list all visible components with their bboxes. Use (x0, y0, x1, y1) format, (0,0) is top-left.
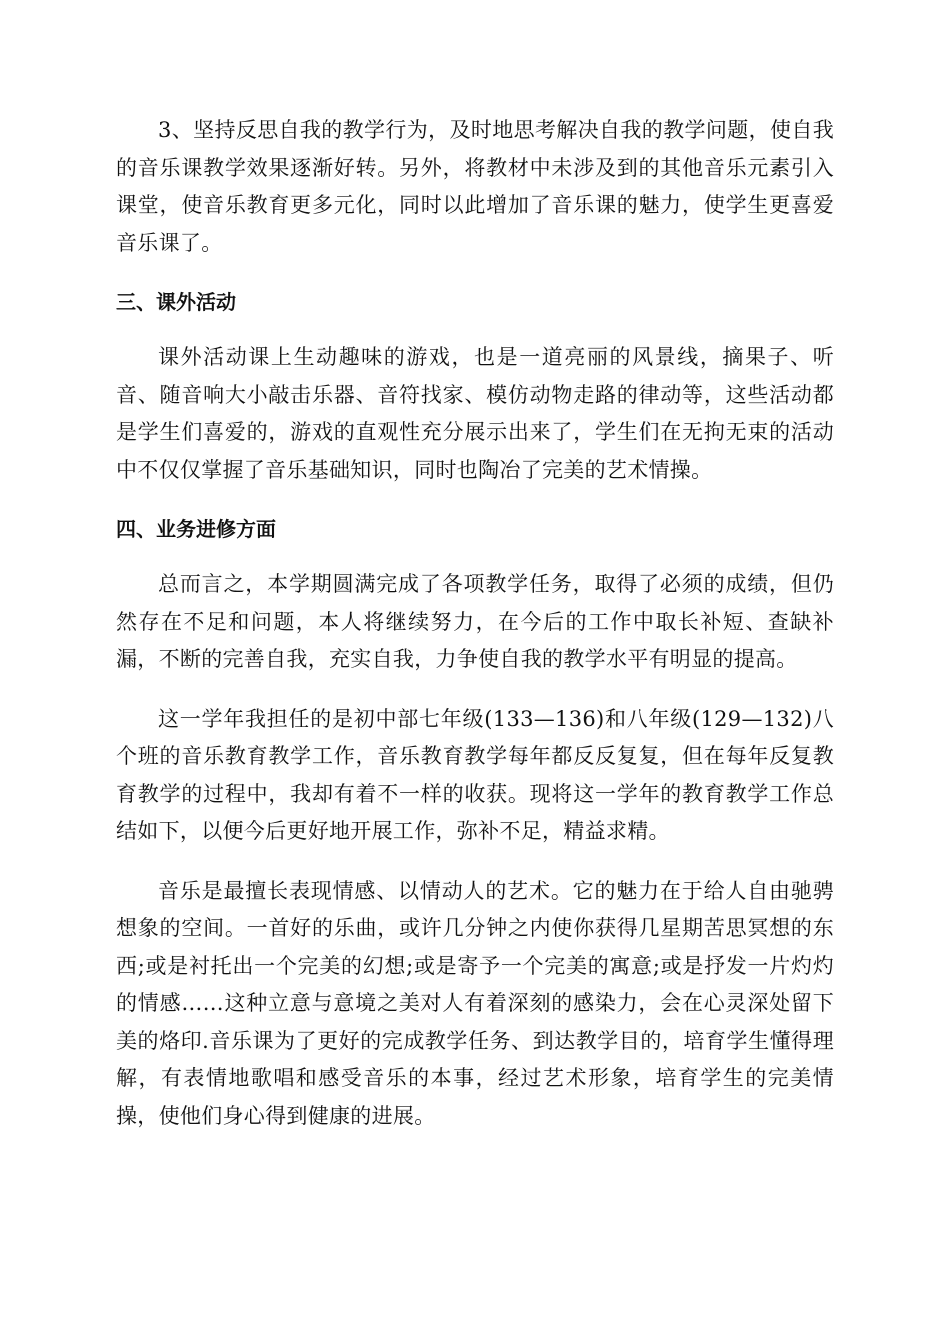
document-page (116, 112, 834, 1135)
paragraph-summary: 总而言之，本学期圆满完成了各项教学任务，取得了必须的成绩，但仍然存在不足和问题，本人将继续努力，在今后的工作中取长补短、查缺补漏，不断的完善自我，充实自我，力争使自我的教学水平有明显的提高。 (116, 572, 834, 671)
section-heading-professional-development: 四、业务进修方面 (116, 517, 276, 541)
paragraph-reflection: 3、坚持反思自我的教学行为，及时地思考解决自我的教学问题，使自我的音乐课教学效果逐渐好转。另外，将教材中未涉及到的其他音乐元素引入课堂，使音乐教育更多元化，同时以此增加了音乐课的魅力，使学生更喜爱音乐课了。 (116, 118, 834, 255)
section-heading-extracurricular: 三、课外活动 (116, 290, 236, 314)
paragraph-extracurricular: 课外活动课上生动趣味的游戏，也是一道亮丽的风景线，摘果子、听音、随音响大小敲击乐器、音符找家、模仿动物走路的律动等，这些活动都是学生们喜爱的，游戏的直观性充分展示出来了，学生们在无拘无束的活动中不仅仅掌握了音乐基础知识，同时也陶冶了完美的艺术情操。 (116, 345, 834, 482)
paragraph-music-essence: 音乐是最擅长表现情感、以情动人的艺术。它的魅力在于给人自由驰骋想象的空间。一首好的乐曲，或许几分钟之内使你获得几星期苦思冥想的东西;或是衬托出一个完美的幻想;或是寄予一个完美的寓意;或是抒发一片灼灼的情感……这种立意与意境之美对人有着深刻的感染力，会在心灵深处留下美的烙印.音乐课为了更好的完成教学任务、到达教学目的，培育学生懂得理解，有表情地歌唱和感受音乐的本事，经过艺术形象，培育学生的完美情操，使他们身心得到健康的进展。 (116, 878, 834, 1128)
paragraph-year-overview: 这一学年我担任的是初中部七年级(133—136)和八年级(129—132)八个班的音乐教育教学工作，音乐教育教学每年都反反复复，但在每年反复教育教学的过程中，我却有着不一样的收获。现将这一学年的教育教学工作总结如下，以便今后更好地开展工作，弥补不足，精益求精。 (116, 706, 834, 843)
